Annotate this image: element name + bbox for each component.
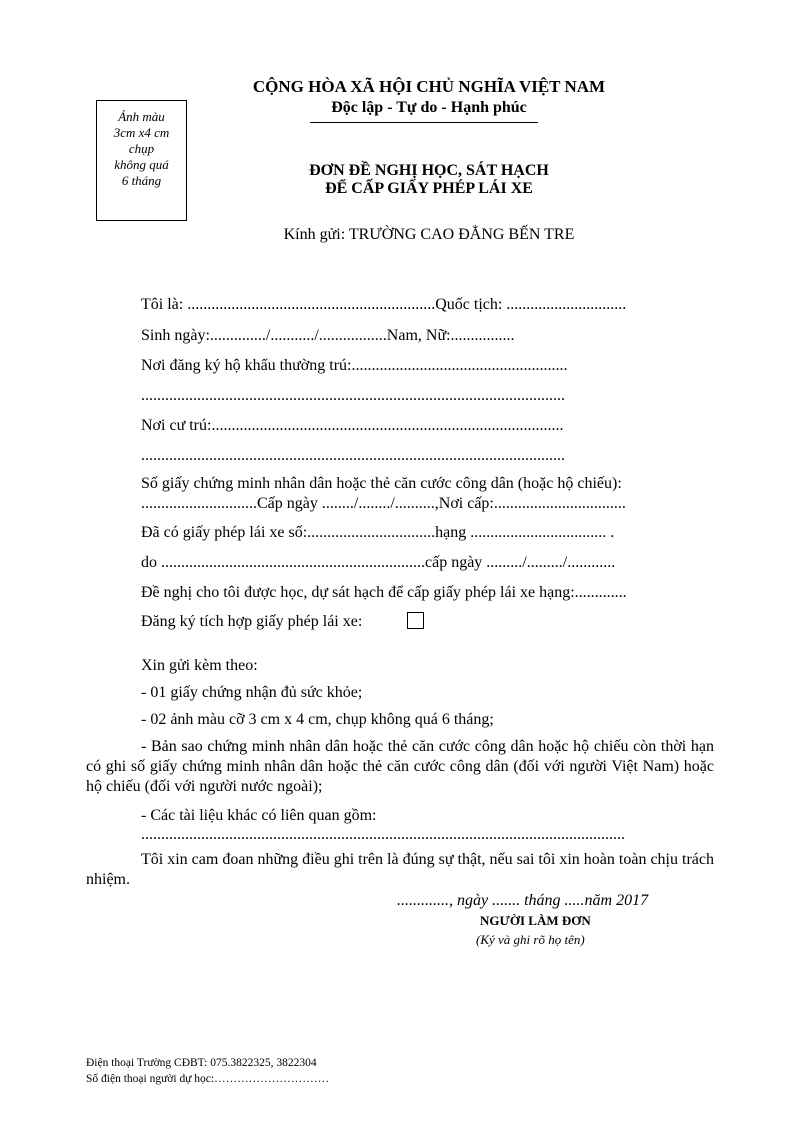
photo-instructions <box>97 109 186 189</box>
attachment-item: - 02 ảnh màu cỡ 3 cm x 4 cm, chụp không quá 6 tháng; <box>141 711 494 728</box>
other-documents-field[interactable]: ......................................................................................................................... <box>141 826 625 843</box>
school-phone: Điện thoại Trường CĐBT: 075.3822325, 3822304 <box>86 1057 317 1069</box>
photo-line: 3cm x4 cm <box>113 125 170 140</box>
form-title-line2: ĐỂ CẤP GIẤY PHÉP LÁI XE <box>325 180 533 197</box>
motto-underline <box>310 122 538 123</box>
permanent-residence-continued[interactable]: .......................................................................................................... <box>141 387 565 404</box>
permanent-residence-field[interactable]: Nơi đăng ký hộ khẩu thường trú:...................................................... <box>141 357 568 374</box>
attachment-item-paragraph: - Bản sao chứng minh nhân dân hoặc thẻ căn cước công dân hoặc hộ chiếu còn thời hạn có ghi số giấy chứng minh nhân dân hoặc thẻ căn cước công dân (đối với người Việt Nam) hoặc hộ chiếu (đối với người nước ngoài); <box>86 738 714 795</box>
attachment-item: - 01 giấy chứng nhận đủ sức khỏe; <box>141 684 363 701</box>
form-title-line1: ĐƠN ĐỀ NGHỊ HỌC, SÁT HẠCH <box>309 162 549 179</box>
current-residence-continued[interactable]: .......................................................................................................... <box>141 447 565 464</box>
current-residence-field[interactable]: Nơi cư trú:........................................................................................ <box>141 417 564 434</box>
license-issuer-field[interactable]: do ..................................................................cấp ngày ........./........./............ <box>141 554 616 571</box>
name-nationality-field[interactable]: Tôi là: ..............................................................Quốc tịch: .............................. <box>141 296 627 313</box>
photo-placeholder-box <box>96 100 187 221</box>
id-number-field[interactable]: .............................Cấp ngày ......../......../..........,Nơi cấp:................................. <box>141 495 626 512</box>
signature-note: (Ký và ghi rõ họ tên) <box>476 932 585 947</box>
attachment-item: - Các tài liệu khác có liên quan gồm: <box>141 807 377 824</box>
attachments-heading: Xin gửi kèm theo: <box>141 657 258 674</box>
national-motto: Độc lập - Tự do - Hạnh phúc <box>331 99 527 116</box>
id-number-label: Số giấy chứng minh nhân dân hoặc thẻ căn cước công dân (hoặc hộ chiếu): <box>141 475 622 492</box>
integrate-license-checkbox[interactable] <box>407 612 424 629</box>
photo-line: Ảnh màu <box>118 109 165 124</box>
license-class-request-field[interactable]: Đề nghị cho tôi được học, dự sát hạch để cấp giấy phép lái xe hạng:............. <box>141 584 627 601</box>
photo-line: chụp <box>128 141 155 156</box>
photo-line: không quá <box>114 157 169 172</box>
recipient: Kính gửi: TRƯỜNG CAO ĐẲNG BẾN TRE <box>283 226 575 243</box>
student-phone-field[interactable]: Số điện thoại người dự học:………………………… <box>86 1073 330 1085</box>
photo-line: 6 tháng <box>121 173 162 188</box>
national-title: CỘNG HÒA XÃ HỘI CHỦ NGHĨA VIỆT NAM <box>252 77 606 96</box>
integrate-license-label: Đăng ký tích hợp giấy phép lái xe: <box>141 613 363 630</box>
signature-date-line[interactable]: ............., ngày ....... tháng .....năm 2017 <box>397 892 649 909</box>
signature-title: NGƯỜI LÀM ĐƠN <box>480 913 591 928</box>
declaration-paragraph: Tôi xin cam đoan những điều ghi trên là đúng sự thật, nếu sai tôi xin hoàn toàn chịu trách nhiệm. <box>86 851 714 888</box>
dob-gender-field[interactable]: Sinh ngày:............../.........../.................Nam, Nữ:................ <box>141 327 515 344</box>
license-number-field[interactable]: Đã có giấy phép lái xe số:................................hạng .................................. . <box>141 524 615 541</box>
